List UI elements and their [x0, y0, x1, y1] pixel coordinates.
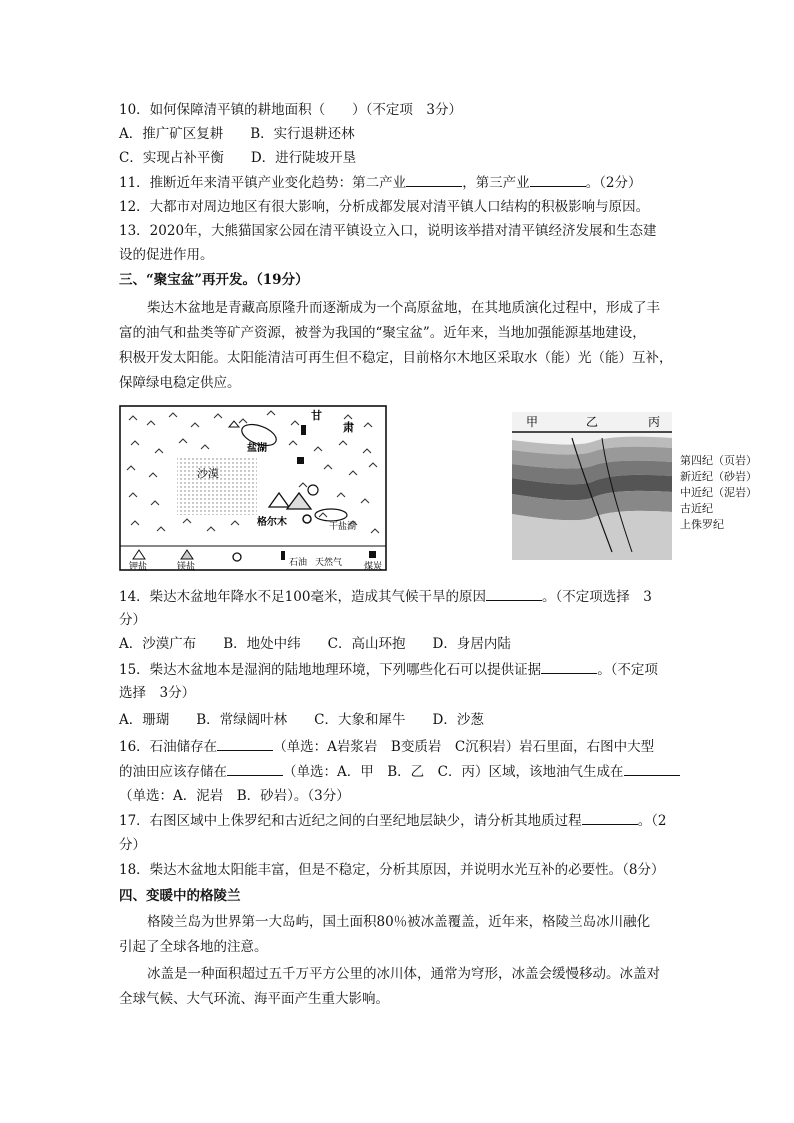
- question-16-line2: [119, 761, 680, 782]
- question-15-text-a: 15．柴达木盆地本是湿润的陆地地理环境，下列哪些化石可以提供证据: [119, 662, 542, 678]
- answer-blank[interactable]: [486, 586, 542, 601]
- question-12: 12．大都市对周边地区有很大影响，分析成都发展对清平镇人口结构的积极影响与原因。: [119, 199, 650, 215]
- legend-oil-icon: [281, 551, 285, 560]
- answer-blank[interactable]: [406, 172, 462, 187]
- cross-section-drawing: [512, 412, 672, 560]
- question-16-text-d: （单选：A．甲 B．乙 C．丙）区域，该地油气生成在: [283, 764, 624, 780]
- question-14-text-a: 14．柴达木盆地年降水不足100毫米，造成其气候干旱的原因: [119, 589, 486, 605]
- legend-potash: 钾盐: [129, 562, 148, 571]
- section-3-para-line4: 保障绿电稳定供应。: [119, 375, 241, 391]
- answer-blank[interactable]: [541, 659, 597, 674]
- legend-oil: 石油: [289, 558, 308, 568]
- answer-blank[interactable]: [227, 761, 283, 776]
- map-label-salt-lake: 盐湖: [247, 443, 267, 454]
- section-label-yi: 乙: [586, 415, 599, 429]
- legend-gas: 天然气: [315, 558, 343, 568]
- qaidam-basin-map: [119, 405, 387, 571]
- question-11-text-b: ，第三产业: [462, 175, 530, 191]
- map-label-desert: 沙漠: [197, 467, 219, 480]
- map-label-gan: 甘: [311, 409, 322, 422]
- section-label-jia: 甲: [526, 415, 539, 429]
- oil-symbol: [301, 425, 306, 435]
- coal-symbol: [297, 457, 304, 464]
- question-15: [119, 659, 658, 680]
- section-4-heading: 四、变暖中的格陵兰: [119, 888, 241, 904]
- map-label-geermu: 格尔木: [257, 517, 287, 528]
- question-16-text-c: 的油田应该存储在: [119, 764, 227, 780]
- question-16-line3: （单选：A．泥岩 B．砂岩）。（3分）: [119, 788, 350, 804]
- question-16-line1: [119, 736, 654, 757]
- section-4-para2-line1: 冰盖是一种面积超过五千万平方公里的冰川体，通常为穹形，冰盖会缓慢移动。冰盖对: [147, 966, 660, 982]
- question-14-options: A．沙漠广布 B．地处中纬 C．高山环抱 D．身居内陆: [119, 636, 511, 652]
- question-15-options: A．珊瑚 B．常绿阔叶林 C．大象和犀牛 D．沙葱: [119, 712, 484, 728]
- legend-coal-icon: [369, 551, 376, 558]
- question-17-text-b: 。（2: [637, 813, 667, 829]
- answer-blank[interactable]: [582, 810, 638, 825]
- question-17: [119, 810, 667, 831]
- section-label-bing: 丙: [648, 415, 661, 429]
- question-17-text-a: 17．右图区域中上侏罗纪和古近纪之间的白垩纪地层缺少，请分析其地质过程: [119, 813, 582, 829]
- layer-label-paleogene: 古近纪: [680, 502, 713, 515]
- question-14-text-b: 。（不定项选择 3: [541, 589, 652, 605]
- answer-blank[interactable]: [624, 761, 680, 776]
- question-13-line1: 13．2020年，大熊猫国家公园在清平镇设立入口，说明该举措对清平镇经济发展和生态建: [119, 223, 657, 239]
- question-14: [119, 586, 652, 607]
- question-18: 18．柴达木盆地太阳能丰富，但是不稳定，分析其原因，并说明水光互补的必要性。（8分）: [119, 862, 665, 878]
- legend-coal: 煤炭: [364, 562, 383, 571]
- section-3-para-line1: 柴达木盆地是青藏高原隆升而逐渐成为一个高原盆地，在其地质演化过程中，形成了丰: [147, 300, 660, 316]
- question-10-options-ab: A．推广矿区复耕 B．实行退耕还林: [119, 126, 355, 142]
- question-11-text-a: 11．推断近年来清平镇产业变化趋势：第二产业: [119, 175, 407, 191]
- question-14-line2: 分）: [119, 612, 146, 628]
- section-3-para-line3: 积极开发太阳能。太阳能清洁可再生但不稳定，目前格尔木地区采取水（能）光（能）互补，: [119, 350, 673, 366]
- question-13-line2: 设的促进作用。: [119, 247, 214, 263]
- question-15-text-b: 。（不定项: [597, 662, 658, 678]
- section-3-heading: 三、“聚宝盆”再开发。（19分）: [119, 272, 309, 288]
- question-15-line2: 选择 3分）: [119, 685, 196, 701]
- desert-dots: [177, 457, 257, 515]
- map-label-su: 肃: [343, 421, 354, 434]
- layer-label-upper-jurassic: 上侏罗纪: [680, 518, 724, 531]
- map-label-dry-salt-lake: 干盐湖: [329, 522, 357, 532]
- question-16-text-b: （单选：A岩浆岩 B变质岩 C沉积岩）岩石里面，右图中大型: [273, 739, 655, 755]
- answer-blank[interactable]: [530, 172, 586, 187]
- question-10-options-cd: C．实现占补平衡 D．进行陡坡开垦: [119, 150, 357, 166]
- section-3-para-line2: 富的油气和盐类等矿产资源，被誉为我国的“聚宝盆”。近年来，当地加强能源基地建设，: [119, 325, 646, 341]
- layer-label-quaternary: 第四纪（页岩）: [680, 454, 757, 467]
- layer-label-neogene: 新近纪（砂岩）: [680, 470, 757, 483]
- question-11: [119, 172, 642, 193]
- legend-magnesium: 镁盐: [177, 562, 196, 571]
- layer-label-middle: 中近纪（泥岩）: [680, 486, 757, 499]
- section-4-para1-line1: 格陵兰岛为世界第一大岛屿，国土面积80％被冰盖覆盖，近年来，格陵兰岛冰川融化: [147, 914, 651, 930]
- section-4-para1-line2: 引起了全球各地的注意。: [119, 939, 268, 955]
- question-11-text-c: 。（2分）: [585, 175, 642, 191]
- question-16-text-a: 16．石油储存在: [119, 739, 218, 755]
- question-17-line2: 分）: [119, 837, 146, 853]
- answer-blank[interactable]: [217, 736, 273, 751]
- section-4-para2-line2: 全球气候、大气环流、海平面产生重大影响。: [119, 991, 389, 1007]
- geologic-cross-section: [512, 412, 780, 560]
- question-10: 10．如何保障清平镇的耕地面积（ ）（不定项 3分）: [119, 102, 463, 118]
